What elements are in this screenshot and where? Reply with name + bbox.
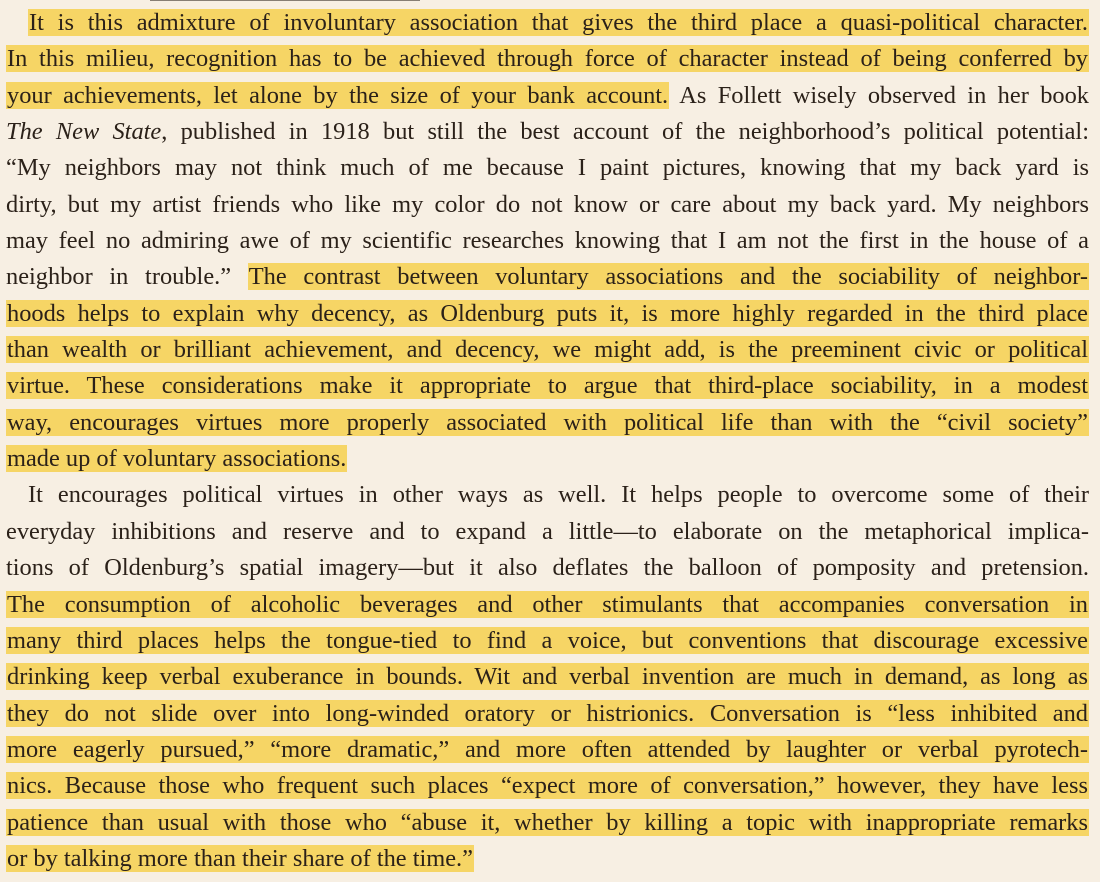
body-text: , published in 1918 but still the best account of the neighborhood’s political potential: (161, 118, 1089, 146)
text-line (6, 805, 1089, 841)
book-title-italic: The New State (6, 118, 162, 146)
highlighted-text[interactable]: The contrast between voluntary associations and the sociability of neighbor- (248, 263, 1089, 291)
body-text: dirty, but my artist friends who like my color do not know or care about my back yard. My neighbors (6, 190, 1089, 218)
text-line (6, 768, 1089, 804)
body-text: may feel no admiring awe of my scientific researches knowing that I am not the first in the house of a (6, 227, 1089, 255)
text-line (6, 187, 1089, 223)
highlighted-text[interactable]: In this milieu, recognition has to be achieved through force of character instead of being conferred by (7, 45, 1088, 73)
highlighted-text[interactable]: your achievements, let alone by the size of your bank account. (7, 81, 669, 109)
text-line (6, 514, 1089, 550)
text-line (6, 78, 1089, 114)
body-text: “My neighbors may not think much of me because I paint pictures, knowing that my back yard is (6, 154, 1089, 182)
text-line (6, 405, 1089, 441)
highlighted-text[interactable]: hoods helps to explain why decency, as Oldenburg puts it, is more highly regarded in the third place (7, 299, 1088, 327)
body-text: neighbor in trouble.” (6, 263, 248, 291)
highlighted-text[interactable]: It is this admixture of involuntary association that gives the third place a quasi-political character. (29, 9, 1088, 36)
highlighted-text[interactable]: drinking keep verbal exuberance in bounds. Wit and verbal invention are much in demand, as long as (7, 663, 1089, 691)
body-text: It encourages political virtues in other ways as well. It helps people to overcome some of their (28, 481, 1089, 509)
text-line (6, 296, 1089, 332)
text-line (6, 841, 1089, 877)
text-line (6, 114, 1089, 150)
highlighted-text[interactable]: way, encourages virtues more properly associated with political life than with the “civil society” (7, 408, 1088, 436)
text-line (6, 5, 1089, 41)
text-line (6, 550, 1089, 586)
text-line (6, 587, 1089, 623)
text-line (6, 477, 1089, 513)
text-line (6, 223, 1089, 259)
highlighted-text[interactable]: virtue. These considerations make it appropriate to argue that third-place sociability, in a modest (7, 372, 1088, 400)
highlighted-text[interactable]: nics. Because those who frequent such places “expect more of conversation,” however, they have less (7, 772, 1088, 800)
text-line (6, 259, 1089, 295)
text-line (6, 332, 1089, 368)
text-line (6, 441, 1089, 477)
highlighted-text[interactable]: than wealth or brilliant achievement, and decency, we might add, is the preeminent civic or political (7, 336, 1088, 364)
highlighted-text[interactable]: made up of voluntary associations. (7, 445, 347, 473)
highlighted-text[interactable]: The consumption of alcoholic beverages and other stimulants that accompanies conversation in (7, 590, 1089, 618)
text-line (6, 623, 1089, 659)
body-text: everyday inhibitions and reserve and to expand a little—to elaborate on the metaphorical implica- (6, 517, 1089, 545)
body-text: tions of Oldenburg’s spatial imagery—but it also deflates the balloon of pomposity and pretension. (6, 554, 1090, 582)
text-line (6, 659, 1089, 695)
highlighted-text[interactable]: or by talking more than their share of the time.” (7, 844, 473, 872)
text-line (6, 696, 1089, 732)
text-line (6, 150, 1089, 186)
previous-line-fragment (150, 0, 420, 4)
body-text: As Follett wisely observed in her book (669, 81, 1089, 109)
highlighted-text[interactable]: patience than usual with those who “abuse it, whether by killing a topic with inappropriate remarks (7, 808, 1088, 836)
text-line (6, 368, 1089, 404)
book-text-body (6, 5, 1089, 877)
highlighted-text[interactable]: many third places helps the tongue-tied to find a voice, but conventions that discourage excessive (7, 626, 1088, 654)
text-line (6, 41, 1089, 77)
highlighted-text[interactable]: they do not slide over into long-winded oratory or histrionics. Conversation is “less inhibited and (7, 699, 1088, 727)
highlighted-text[interactable]: more eagerly pursued,” “more dramatic,” and more often attended by laughter or verbal pyrotech- (7, 735, 1088, 763)
text-line (6, 732, 1089, 768)
